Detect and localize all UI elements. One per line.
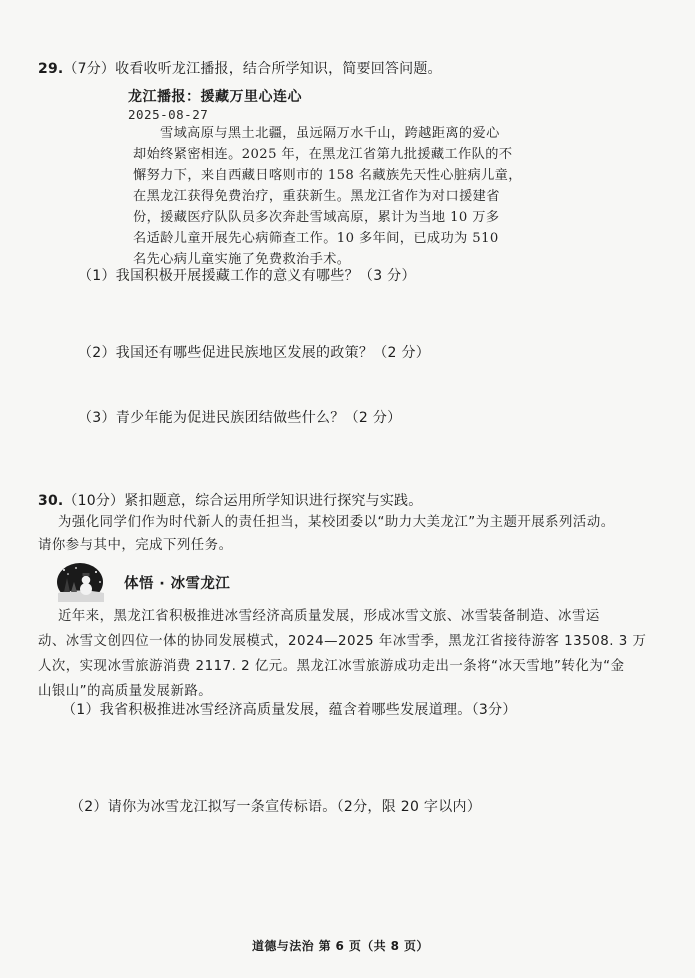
news-line: 在黑龙江获得免费治疗，重获新生。黑龙江省作为对口援建省 — [133, 189, 500, 204]
news-line: 名先心病儿童实施了免费救治手术。 — [133, 252, 351, 267]
q29-prompt: 收看收听龙江播报，结合所学知识，简要回答问题。 — [115, 61, 442, 77]
q30-points: （10分） — [63, 493, 125, 509]
q29-sub1: （1）我国积极开展援藏工作的意义有哪些？（3 分） — [78, 268, 416, 284]
q29-points: （7分） — [63, 61, 116, 77]
news-date: 2025-08-27 — [128, 107, 209, 122]
section-title: 体悟 · 冰雪龙江 — [124, 576, 231, 592]
q30-number: 30. — [38, 493, 64, 509]
q29-heading — [38, 58, 442, 78]
q30-para-line: 动、冰雪文创四位一体的协同发展模式，2024—2025 年冰雪季，黑龙江省接待游客 13508. 3 万 — [38, 634, 647, 649]
q30-heading — [38, 490, 422, 510]
news-line: 却始终紧密相连。2025 年，在黑龙江省第九批援藏工作队的不 — [133, 147, 513, 162]
q30-intro-line: 请你参与其中，完成下列任务。 — [38, 538, 233, 553]
q30-intro-line: 为强化同学们作为时代新人的责任担当，某校团委以“助力大美龙江”为主题开展系列活动。 — [58, 515, 615, 530]
q29-number: 29. — [38, 61, 64, 77]
q30-prompt: 紧扣题意，综合运用所学知识进行探究与实践。 — [124, 493, 423, 509]
news-line: 懈努力下，来自西藏日喀则市的 158 名藏族先天性心脏病儿童， — [133, 168, 522, 183]
q30-sub1: （1）我省积极推进冰雪经济高质量发展，蕴含着哪些发展道理。（3分） — [62, 702, 517, 718]
q29-sub3: （3）青少年能为促进民族团结做些什么？（2 分） — [78, 410, 402, 426]
page-footer: 道德与法治 第 6 页（共 8 页） — [252, 939, 429, 953]
q30-para-line: 人次，实现冰雪旅游消费 2117. 2 亿元。黑龙江冰雪旅游成功走出一条将“冰天雪地”转化为“金 — [38, 659, 625, 674]
q30-para-line: 山银山”的高质量发展新路。 — [38, 684, 213, 699]
news-title: 龙江播报：援藏万里心连心 — [128, 89, 302, 105]
news-line: 雪域高原与黑土北疆，虽远隔万水千山，跨越距离的爱心 — [160, 126, 500, 141]
q30-para-line: 近年来，黑龙江省积极推进冰雪经济高质量发展，形成冰雪文旅、冰雪装备制造、冰雪运 — [58, 609, 600, 624]
q29-sub2: （2）我国还有哪些促进民族地区发展的政策？（2 分） — [78, 345, 431, 361]
snowman-emblem-icon — [56, 562, 114, 602]
q30-sub2: （2）请你为冰雪龙江拟写一条宣传标语。（2分，限 20 字以内） — [70, 799, 482, 815]
news-line: 份，援藏医疗队队员多次奔赴雪域高原，累计为当地 10 万多 — [133, 210, 500, 225]
news-line: 名适龄儿童开展先心病筛查工作。10 多年间，已成功为 510 — [133, 231, 499, 246]
